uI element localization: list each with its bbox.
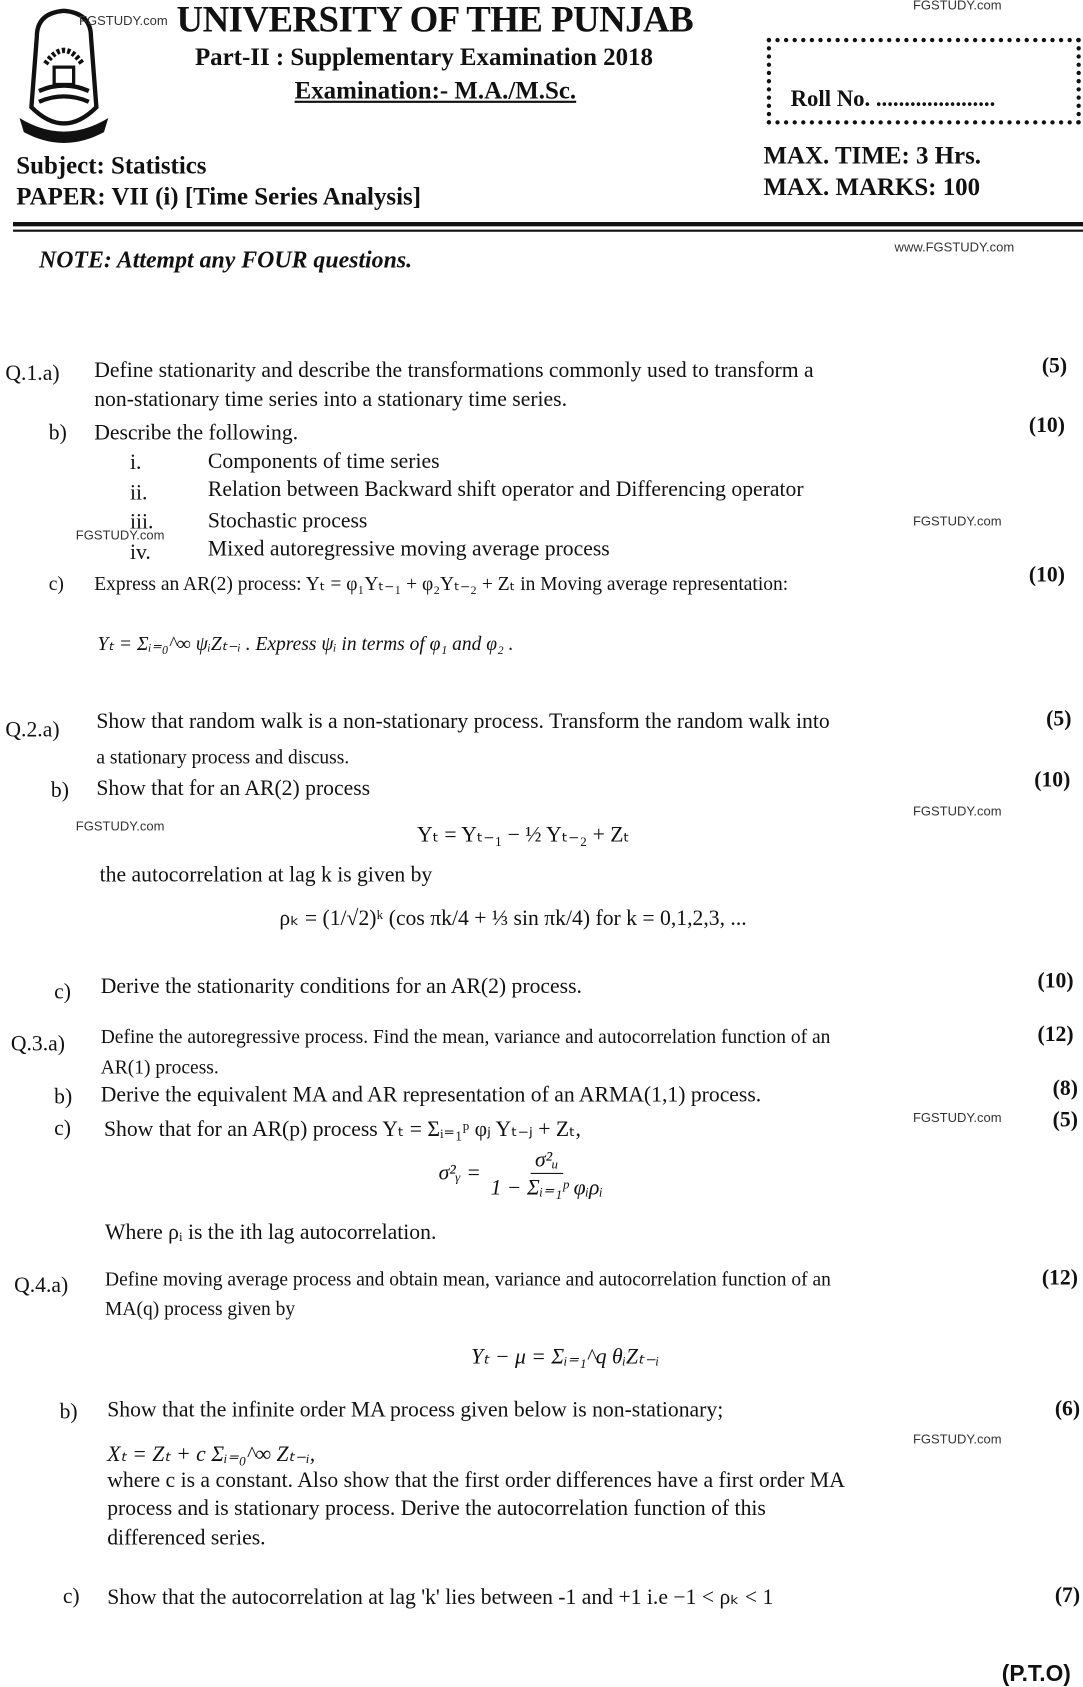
formula-denominator: 1 − Σᵢ₌₁ᵖ φᵢρᵢ [490,1176,603,1200]
q4a-text: Define moving average process and obtain mean, variance and autocorrelation function of an [105,1268,831,1290]
q1a-text: non-stationary time series into a stationary time series. [94,387,568,412]
max-time: MAX. TIME: 3 Hrs. [763,141,981,169]
q2b-formula2: ρₖ = (1/√2)ᵏ (cos πk/4 + ⅓ sin πk/4) for k = 0,1,2,3, ... [279,906,747,931]
q3b-text: Derive the equivalent MA and AR representation of an ARMA(1,1) process. [100,1083,762,1107]
watermark: FGSTUDY.com [912,1110,1002,1126]
q2b-label: b) [50,778,69,803]
q2b-text: Show that for an AR(2) process [96,776,371,801]
list-item: Mixed autoregressive moving average process [207,537,610,561]
q3c-text: Show that for an AR(p) process Yₜ = Σᵢ₌₁ᵖ φⱼ Yₜ₋ⱼ + Zₜ, [103,1117,581,1142]
list-item: Components of time series [207,449,440,474]
q4b-text: differenced series. [107,1525,266,1550]
roll-no-label: Roll No. ..................... [790,85,996,112]
q2b-formula: Yₜ = Yₜ₋₁ − ½ Yₜ₋₂ + Zₜ [416,823,630,847]
q3b-marks: (8) [1052,1076,1078,1101]
q4b-formula: Xₜ = Zₜ + c Σᵢ₌₀^∞ Zₜ₋ᵢ, [107,1442,316,1467]
q2b-text2: the autocorrelation at lag k is given by [99,863,433,887]
q4b-label: b) [59,1400,78,1425]
q1c-formula: Yₜ = Σᵢ₌₀^∞ ψᵢZₜ₋ᵢ . Express ψᵢ in terms of φ₁ and φ₂ . [97,632,514,655]
q3c-formula [439,1148,608,1201]
q2c-label: c) [54,980,71,1004]
q3a-text: Define the autoregressive process. Find the mean, variance and autocorrelation function of an [100,1025,831,1048]
q4b-text: process and is stationary process. Derive the autocorrelation function of this [107,1496,766,1521]
examination-title: Examination:- M.A./M.Sc. [294,76,577,104]
subject: Subject: Statistics [16,151,207,179]
watermark: FGSTUDY.com [912,1431,1002,1447]
q4c-label: c) [62,1584,80,1609]
q1c-label: c) [48,572,64,595]
list-item-num: ii. [129,480,148,505]
q2c-marks: (10) [1037,969,1074,994]
paper: PAPER: VII (i) [Time Series Analysis] [16,183,422,211]
q4b-marks: (6) [1054,1397,1081,1421]
q1c-text: Express an AR(2) process: Yₜ = φ₁Yₜ₋₁ + φ₂Yₜ₋₂ + Zₜ in Moving average representation: [94,572,789,595]
q2a-label: Q.2.a) [5,718,60,742]
watermark: www.FGSTUDY.com [894,239,1015,255]
q1b-text: Describe the following. [94,421,299,446]
watermark: FGSTUDY.com [912,513,1002,529]
max-marks: MAX. MARKS: 100 [763,173,981,201]
q1a-marks: (5) [1041,354,1068,378]
q2a-text: a stationary process and discuss. [96,746,350,768]
q1a-text: Define stationarity and describe the transformations commonly used to transform a [94,358,814,383]
q3c-text2: Where ρᵢ is the ith lag autocorrelation. [105,1220,437,1245]
q4a-marks: (12) [1041,1266,1078,1290]
q4c-marks: (7) [1054,1583,1081,1608]
q2b-marks: (10) [1034,767,1071,792]
q4a-formula: Yₜ − μ = Σᵢ₌₁^q θᵢZₜ₋ᵢ [471,1345,660,1369]
university-title: UNIVERSITY OF THE PUNJAB [176,0,694,41]
list-item: Stochastic process [207,509,368,533]
pto-label: (P.T.O) [1001,1661,1071,1687]
divider [13,222,1083,226]
watermark: FGSTUDY.com [912,0,1002,13]
q2a-text: Show that random walk is a non-stationary process. Transform the random walk into [96,709,830,734]
q2a-marks: (5) [1046,707,1072,732]
q3a-label: Q.3.a) [10,1032,65,1056]
q4b-text: Show that the infinite order MA process given below is non-stationary; [107,1398,724,1422]
q1b-marks: (10) [1028,413,1065,438]
list-item-num: i. [129,450,142,475]
q3a-marks: (12) [1037,1022,1074,1047]
q4a-label: Q.4.a) [14,1273,69,1298]
q4c-text: Show that the autocorrelation at lag 'k' lies between -1 and +1 i.e −1 < ρₖ < 1 [107,1585,774,1610]
exam-title: Part-II : Supplementary Examination 2018 [194,43,653,71]
q2c-text: Derive the stationarity conditions for an AR(2) process. [100,974,582,999]
q1a-label: Q.1.a) [5,361,60,386]
list-item: Relation between Backward shift operator and Differencing operator [207,477,804,502]
q3c-label: c) [54,1116,71,1141]
watermark: FGSTUDY.com [75,818,165,834]
list-item-num: iii. [129,510,154,534]
watermark: FGSTUDY.com [79,12,168,29]
q1b-label: b) [48,421,67,446]
q4a-text: MA(q) process given by [105,1297,296,1320]
list-item-num: iv. [129,540,151,565]
q3a-text: AR(1) process. [100,1055,219,1078]
watermark: FGSTUDY.com [912,803,1002,819]
q3b-label: b) [54,1085,73,1109]
q3c-marks: (5) [1052,1107,1078,1132]
q4b-text: where c is a constant. Also show that the first order differences have a first order MA [107,1468,845,1493]
divider [13,230,1083,232]
q1c-marks: (10) [1028,563,1065,587]
roll-no-box [767,38,1081,125]
note: NOTE: Attempt any FOUR questions. [38,245,413,273]
watermark: FGSTUDY.com [75,527,165,543]
formula-numerator: σ²ᵤ [531,1148,563,1174]
formula-lhs: σ²ᵧ = [438,1161,481,1185]
